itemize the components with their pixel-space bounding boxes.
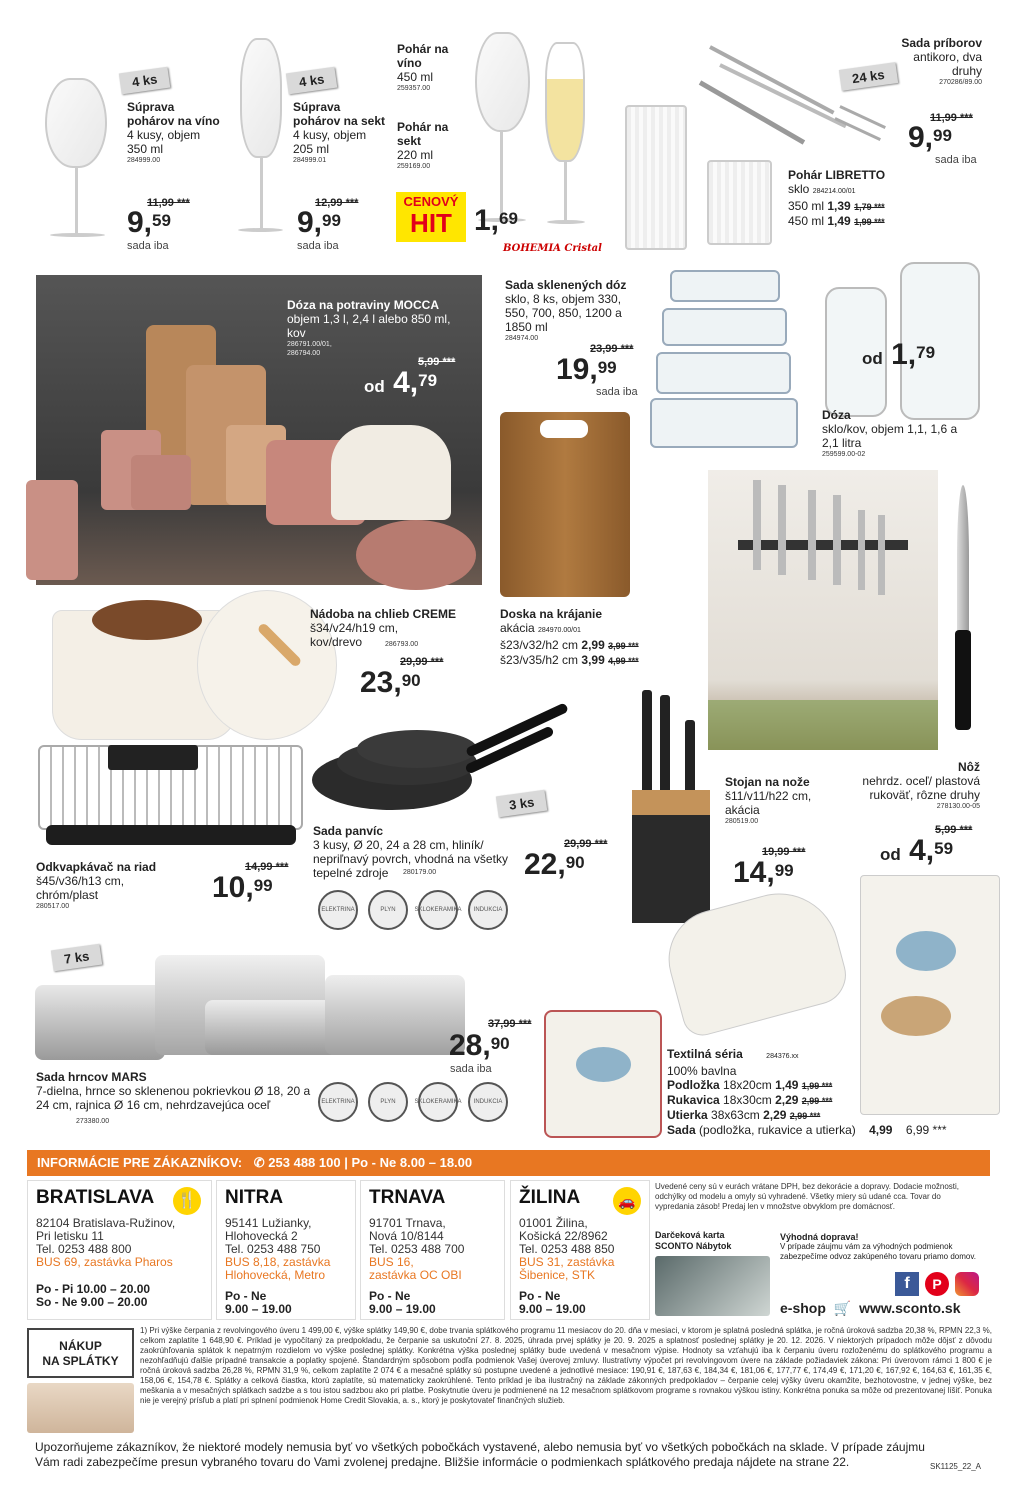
mocca-text [287,298,462,358]
wine-code: 284999.00 [127,157,161,164]
store-city: BRATISLAVA [36,1187,155,1208]
textile-text [667,1047,967,1137]
wine-title: Súprava pohárov na víno [127,100,220,128]
cutlery-note: sada iba [935,154,977,166]
store-tel: Tel. 0253 488 700 [369,1242,465,1256]
textile-r3-old: 2,99 *** [789,1111,821,1121]
sekt-badge: 4 ks [286,67,338,95]
sekt-code: 284999.01 [293,157,327,164]
cutlery-code: 270286/89.00 [939,79,982,86]
transport-title: Výhodná doprava! [780,1232,859,1242]
gift-card-image [655,1256,770,1316]
store-hours1: Po - Ne [369,1289,411,1303]
libretto-r1-price: 1,39 [827,199,851,213]
store-hours2: So - Ne 9.00 – 20.00 [36,1295,148,1309]
sekt-note: sada iba [297,240,339,252]
bread-price: 23,90 [360,666,421,699]
pots-text [36,1070,316,1112]
store-hours1: Po - Ne [225,1289,267,1303]
pohar-sekt-title: Pohár na sekt [397,120,449,148]
block-text [725,775,835,826]
board-title: Doska na krájanie [500,607,603,621]
textile-r3-name: Utierka [667,1108,708,1122]
glass-boxes-image [650,270,800,455]
induction-hob-icon: INDUKCIA [468,1082,508,1122]
bread-title: Nádoba na chlieb CREME [310,607,457,621]
block-title: Stojan na nože [725,775,810,789]
store-addr1: 95141 Lužianky, [225,1216,312,1230]
boxes-old-price: 23,99 *** [590,343,634,355]
boxes-price: 19,99 [556,353,617,386]
textile-material: 100% bavlna [667,1064,737,1078]
pans-badge: 3 ks [496,790,548,818]
knife-title: Nôž [958,760,980,774]
prices-note: Uvedené ceny sú v eurách vrátane DPH, bez dekorácie a dopravy. Dodacie možnosti, odchýlky od modelu a omyly sú vyhradené. Všetky miery sú udané cca. Tovar do vypredania zásob! Predaj len v množstve obvyklom pre domácnosť. [655,1182,960,1211]
pans-title: Sada panvíc [313,824,384,838]
textile-r3-size: 38x63cm [711,1108,760,1122]
gift-line1: Darčeková karta [655,1230,725,1240]
car-icon: 🚗 [613,1187,641,1215]
cutlery-desc: antikoro, dva druhy [913,50,982,78]
pohar-vino-title: Pohár na víno [397,42,449,70]
board-material: akácia [500,621,535,635]
store-tel: Tel. 0253 488 850 [519,1242,615,1256]
store-hours2: 9.00 – 19.00 [519,1302,586,1316]
bohemia-glasses-image [470,32,600,232]
knife-od: od [880,845,901,864]
pots-image [25,935,475,1065]
info-label: INFORMÁCIE PRE ZÁKAZNÍKOV: [37,1155,243,1170]
board-r1-old: 3,99 *** [608,641,639,651]
knife-block-image [630,690,715,925]
bread-box-image [52,590,342,745]
info-bar [27,1150,990,1176]
jar-code: 259599.00-02 [822,451,866,458]
cutting-board-image [500,412,630,597]
eshop-url[interactable]: www.sconto.sk [859,1300,961,1316]
facebook-icon[interactable]: f [895,1272,919,1296]
dish-old-price: 14,99 *** [245,861,289,873]
pohar-sekt-code: 259169.00 [397,163,431,170]
gift-card [655,1230,775,1316]
cutlery-text [900,36,982,87]
textile-r2-price: 2,29 [775,1093,799,1107]
store-hours1: Po - Pi 10.00 – 20.00 [36,1282,151,1296]
bottom-note: Upozorňujeme zákazníkov, že niektoré modely nemusia byť vo všetkých pobočkách vystavené, alebo nemusia byť vo všetkých pobočkách na sklade. V prípade záujmu Vám radi zabezpečíme presun vybraného tovaru do Vami zvolenej predajne. Bližšie informácie o podmienkach splátkového predaja nájdete na strane 22. [35,1440,925,1469]
bread-code: 286793.00 [385,641,419,648]
store-bratislava [27,1180,212,1320]
wine-glass-image [40,78,115,248]
textile-title: Textilná séria [667,1047,743,1061]
boxes-note: sada iba [596,386,638,398]
store-bus: BUS 69, zastávka Pharos [36,1255,173,1269]
wine-price: 9,59 [127,206,171,239]
libretto-text [788,168,918,229]
textile-set-old: 6,99 *** [905,1123,947,1137]
wine-note: sada iba [127,240,169,252]
mocca-code1: 286791.00/01, [287,341,332,348]
libretto-code: 284214.00/01 [812,188,856,195]
textile-code: 284376.xx [766,1053,799,1060]
store-addr1: 01001 Žilina, [519,1216,588,1230]
textile-r2-size: 18x30cm [723,1093,772,1107]
dish-rack-image [38,745,306,850]
social-icons [895,1272,979,1296]
store-bus2: zastávka OC OBI [369,1268,462,1282]
wine-text [127,100,222,165]
libretto-title: Pohár LIBRETTO [788,168,886,182]
pots-old-price: 37,99 *** [488,1018,532,1030]
legal-text: 1) Pri výške čerpania z revolvingového úveru 1 499,00 €, výške splátky 149,90 €, dobe trvania splátkového programu 11 mesiacov do 20. dňa v mesiaci, v ktorom je splatná posledná splátka, je ročná úroková sadzba 20,38 %, RPMN 22,3 %, celkom zaplatíte 1 648,90 €. Príklad je vypočítaný za predpokladu, že čerpanie sa uskutoční 27. 8. 2025, úhrada prvej splátky je 20. 9. 2025 a splatnosť poslednej splátky je 20. 12. 2026. V niektorých prípadoch môže dôjsť z dôvodu zaokrúhľovania splátok k nepatrným rozdielom vo výške poslednej splátky. Konkrétna výška poslednej splátky bude uvedená v mesačnom výpise. Hodnoty sa vzťahujú iba k čerpaniu úveru rozloženému do splátkového programu a nezohľadňujú ďalšie prípadné transakcie a poplatky spojené. Štandardným spôsobom podľa podmienok Vašej úverovej zmluvy. Ilustratívny výpočet pri revolvingovom úvere na základe požiadaviek zákona: Pri úverovom rámci 1 800 € je ročná úroková sadzba 26,28 %, RPMN 31,9 %, celkom zaplatíte 2 074 € a mesačné splátky sú postupne uvedené a jednotlivé mesiace: 190,91 €, 187,63 €, 184,34 €, 181,06 €, 177,77 €, 174,49 €, 171,20 €, 167,92 €, 164,63 €, 161,35 €, 158,06 €, 154,78 €. Splátky a celková čiastka, ktorú zaplatíte, sú matematicky zaokrúhlené. Tento príklad je iba ilustračný na základe zákonných predpokladov – čerpanie celej výšky úveru okamžite, bezhotovostne, v jednej výške, bez meškania a v mesačných splátkach sadzbe a s tou istou sadzbou ako pri platbe. Poskytnutie úveru je podmienené na 12 mesačnom splátkovom programe s rovnakou výškou istiny. Konkrétna ponuka sa môže od prezentovanej líšiť. Ponuka nie je verejný prísľub a platí pri splnení podmienok Home Credit Slovakia, a. s., ktorý je poskytovateľ finančných služieb. [140,1326,992,1405]
bohemia-logo: BOHEMIA Cristal [503,243,602,254]
sekt-text [293,100,388,165]
store-addr2: Nová 10/8144 [369,1229,444,1243]
store-zilina [510,1180,650,1320]
knife-old-price: 5,99 *** [935,824,973,836]
eshop-label: e-shop [780,1300,826,1316]
libretto-r2-price: 1,49 [827,214,851,228]
dish-code: 280517.00 [36,903,70,910]
pans-price: 22,90 [524,848,585,881]
pots-hob-icons [318,1082,518,1127]
nakup-line1: NÁKUP [59,1339,102,1353]
store-city: NITRA [225,1187,284,1208]
store-tel: Tel. 0253 488 800 [36,1242,132,1256]
pots-price: 28,90 [449,1029,510,1062]
libretto-r1: 350 ml [788,199,825,213]
bread-old-price: 29,99 *** [400,656,444,668]
pots-title: Sada hrncov MARS [36,1070,147,1084]
store-addr2: Košická 22/8962 [519,1229,608,1243]
libretto-r2: 450 ml [788,214,825,228]
jar-od: od [862,349,883,368]
store-tel: Tel. 0253 488 750 [225,1242,321,1256]
hit-line2: HIT [410,208,452,238]
mocca-price: od 4,79 [364,366,438,399]
pohar-vino-code: 259357.00 [397,85,431,92]
pans-hob-icons [318,890,508,935]
boxes-desc: sklo, 8 ks, objem 330, 550, 700, 850, 1200 a 1850 ml [505,292,622,334]
pohar-sekt-text [397,120,467,171]
info-phone[interactable]: 253 488 100 [268,1155,341,1170]
knife-desc: nehrdz. oceľ/ plastová rukoväť, rôzne druhy [862,774,980,802]
knife-text [818,760,980,811]
cart-icon: 🛒 [833,1300,852,1316]
instagram-icon[interactable] [955,1272,979,1296]
store-bus1: BUS 8,18, zastávka [225,1255,331,1269]
textile-r2-name: Rukavica [667,1093,720,1107]
boxes-title: Sada sklenených dóz [505,278,627,292]
jar-title: Dóza [822,408,851,422]
board-code: 284970.00/01 [538,627,581,634]
board-text [500,607,670,668]
pinterest-icon[interactable]: P [925,1272,949,1296]
store-nitra [216,1180,356,1320]
cutlery-old-price: 11,99 *** [930,112,973,124]
sekt-old-price: 12,99 *** [315,197,359,209]
wine-badge: 4 ks [119,67,171,95]
mocca-title: Dóza na potraviny MOCCA [287,298,440,312]
boxes-text [505,278,645,343]
jar-text [822,408,972,459]
cutlery-title: Sada príborov [901,36,982,50]
knife-image [952,485,976,735]
jar-price: od 1,79 [862,338,936,371]
textile-r1-size: 18x20cm [723,1078,772,1092]
store-bus2: Šibenice, STK [519,1268,596,1282]
board-r1-price: 2,99 [581,638,605,652]
textile-set-desc: (podložka, rukavice a utierka) [699,1123,856,1137]
dish-price: 10,99 [212,871,273,904]
store-hours2: 9.00 – 19.00 [369,1302,436,1316]
transport-desc: V prípade záujmu vám za výhodných podmienok zabezpečíme odvoz zakúpeného tovaru priamo domov. [780,1242,976,1261]
hit-price: 1,69 [474,204,518,237]
ceramic-hob-icon: SKLOKERAMIKA [418,890,458,930]
cenovy-hit-badge [396,192,466,242]
sekt-desc: 4 kusy, objem 205 ml [293,128,367,156]
restaurant-icon: 🍴 [173,1187,201,1215]
electric-hob-icon: ELEKTRINA [318,1082,358,1122]
pans-old-price: 29,99 *** [564,838,608,850]
page-code: SK1125_22_A [930,1462,982,1471]
mocca-old-price: 5,99 *** [418,356,456,368]
electric-hob-icon: ELEKTRINA [318,890,358,930]
induction-hob-icon: INDUKCIA [468,890,508,930]
board-r2-price: 3,99 [581,653,605,667]
phone-icon: ✆ [253,1155,265,1170]
pans-desc: 3 kusy, Ø 20, 24 a 28 cm, hliník/ nepriľnavý povrch, vhodná na všetky tepelné zdroje [313,838,508,880]
libretto-r1-old: 1,79 *** [854,202,885,212]
store-city: TRNAVA [369,1187,446,1208]
nakup-box [27,1328,134,1378]
pots-note: sada iba [450,1063,492,1075]
dish-desc: š45/v36/h13 cm, chróm/plast [36,874,125,902]
block-old-price: 19,99 *** [762,846,806,858]
sekt-price: 9,99 [297,206,341,239]
bread-desc: š34/v24/h19 cm, kov/drevo [310,621,399,649]
store-addr1: 91701 Trnava, [369,1216,446,1230]
store-hours1: Po - Ne [519,1289,561,1303]
jar-desc: sklo/kov, objem 1,1, 1,6 a 2,1 litra [822,422,958,450]
textile-r3-price: 2,29 [763,1108,787,1122]
hit-line1: CENOVÝ [403,194,459,209]
textile-set-name: Sada [667,1123,696,1137]
knife-price: od 4,59 [880,834,954,867]
store-addr2: Hlohovecká 2 [225,1229,298,1243]
store-hours2: 9.00 – 19.00 [225,1302,292,1316]
libretto-r2-old: 1,99 *** [854,217,885,227]
store-bus2: Hlohovecká, Metro [225,1268,326,1282]
family-photo [27,1383,134,1433]
textile-r1-name: Podložka [667,1078,720,1092]
knives-photo [708,470,938,750]
pots-badge: 7 ks [51,944,103,972]
knife-code: 278130.00-05 [936,803,980,810]
pots-desc: 7-dielna, hrnce so sklenenou pokrievkou Ø 18, 20 a 24 cm, rajnica Ø 16 cm, nehrdzavejúca oceľ [36,1084,311,1112]
textile-r1-old: 1,99 *** [801,1081,833,1091]
store-trnava [360,1180,505,1320]
info-hours: | Po - Ne 8.00 – 18.00 [344,1155,473,1170]
wine-old-price: 11,99 *** [147,197,190,209]
wine-desc: 4 kusy, objem 350 ml [127,128,201,156]
sekt-title: Súprava pohárov na sekt [293,100,386,128]
transport-note [780,1232,980,1262]
dish-text [36,860,186,911]
libretto-material: sklo [788,182,810,196]
textile-r1-price: 1,49 [775,1078,799,1092]
pans-code: 280179.00 [403,869,437,876]
store-bus1: BUS 31, zastávka [519,1255,615,1269]
potholder-image [544,1010,662,1138]
block-price: 14,99 [733,856,794,889]
textile-set-price: 4,99 [869,1123,893,1137]
store-city: ŽILINA [519,1187,581,1208]
cutlery-price: 9,99 [908,121,952,154]
board-r1: š23/v32/h2 cm [500,638,579,652]
store-bus1: BUS 16, [369,1255,414,1269]
block-desc: š11/v11/h22 cm, akácia [725,789,812,817]
libretto-image [625,105,775,255]
cutlery-badge: 24 ks [839,62,898,91]
eshop-link[interactable] [780,1300,990,1317]
textile-r2-old: 2,99 *** [801,1096,833,1106]
gift-line2: SCONTO Nábytok [655,1241,732,1251]
store-addr1: 82104 Bratislava-Ružinov, [36,1216,176,1230]
mocca-code2: 286794.00 [287,350,321,357]
boxes-code: 284974.00 [505,335,539,342]
store-addr2: Pri letisku 11 [36,1229,104,1243]
dish-title: Odkvapkávač na riad [36,860,157,874]
sekt-glass-image [230,38,290,243]
pohar-sekt-desc: 220 ml [397,148,434,162]
pots-code: 273380.00 [76,1118,110,1125]
pohar-vino-desc: 450 ml [397,70,434,84]
pohar-vino-text [397,42,467,93]
board-r2: š23/v35/h2 cm [500,653,579,667]
gas-hob-icon: PLYN [368,890,408,930]
gas-hob-icon: PLYN [368,1082,408,1122]
mocca-od: od [364,377,385,396]
board-r2-old: 4,99 *** [608,656,639,666]
ceramic-hob-icon: SKLOKERAMIKA [418,1082,458,1122]
mocca-desc: objem 1,3 l, 2,4 l alebo 850 ml, kov [287,312,451,340]
nakup-line2: NA SPLÁTKY [42,1354,119,1368]
block-code: 280519.00 [725,818,759,825]
